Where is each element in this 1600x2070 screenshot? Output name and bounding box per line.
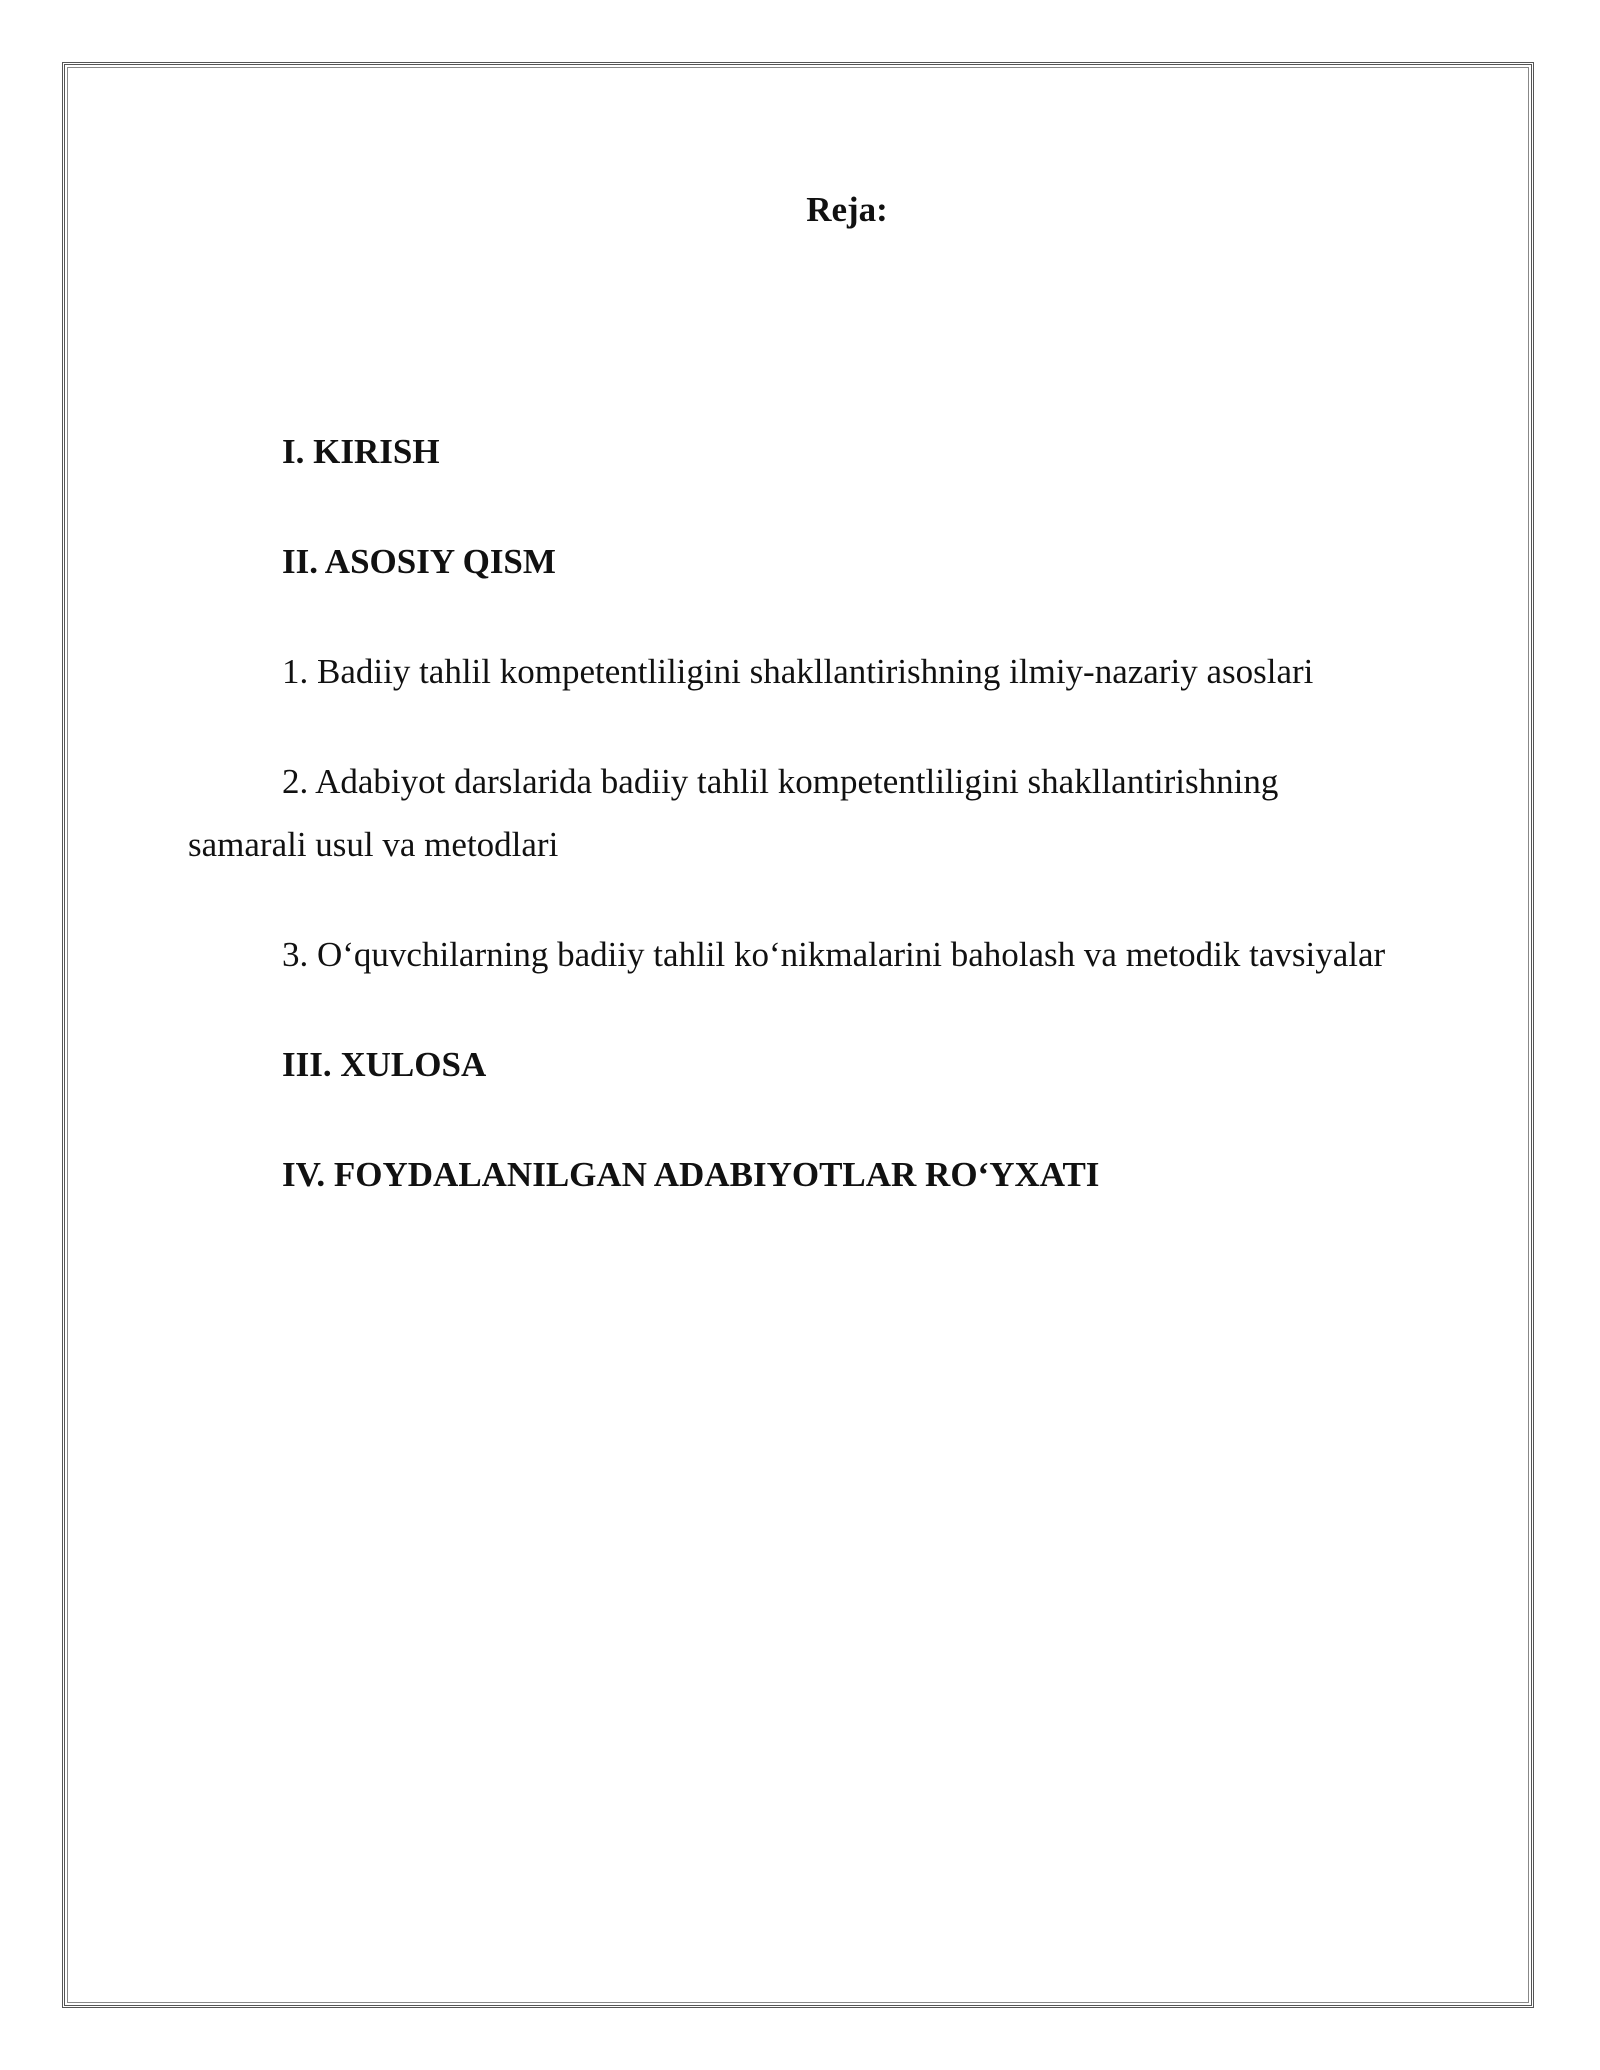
plan-item-introduction: I. KIRISH: [282, 432, 440, 471]
plan-item-references: IV. FOYDALANILGAN ADABIYOTLAR RO‘YXATI: [282, 1155, 1100, 1194]
page-title: Reja:: [806, 190, 888, 229]
plan-item-main-part: II. ASOSIY QISM: [282, 542, 556, 581]
plan-item-section-3: 3. O‘quvchilarning badiiy tahlil ko‘nikmalarini baholash va metodik tavsiyalar: [282, 935, 1386, 974]
plan-item-section-2: 2. Adabiyot darslarida badiiy tahlil kompetentliligini shakllantirishning samarali usul va metodlari: [188, 762, 1279, 864]
plan-list: [188, 420, 1398, 1206]
plan-item-conclusion: III. XULOSA: [282, 1045, 487, 1084]
plan-item-section-1: 1. Badiiy tahlil kompetentliligini shakllantirishning ilmiy-nazariy asoslari: [282, 652, 1314, 691]
